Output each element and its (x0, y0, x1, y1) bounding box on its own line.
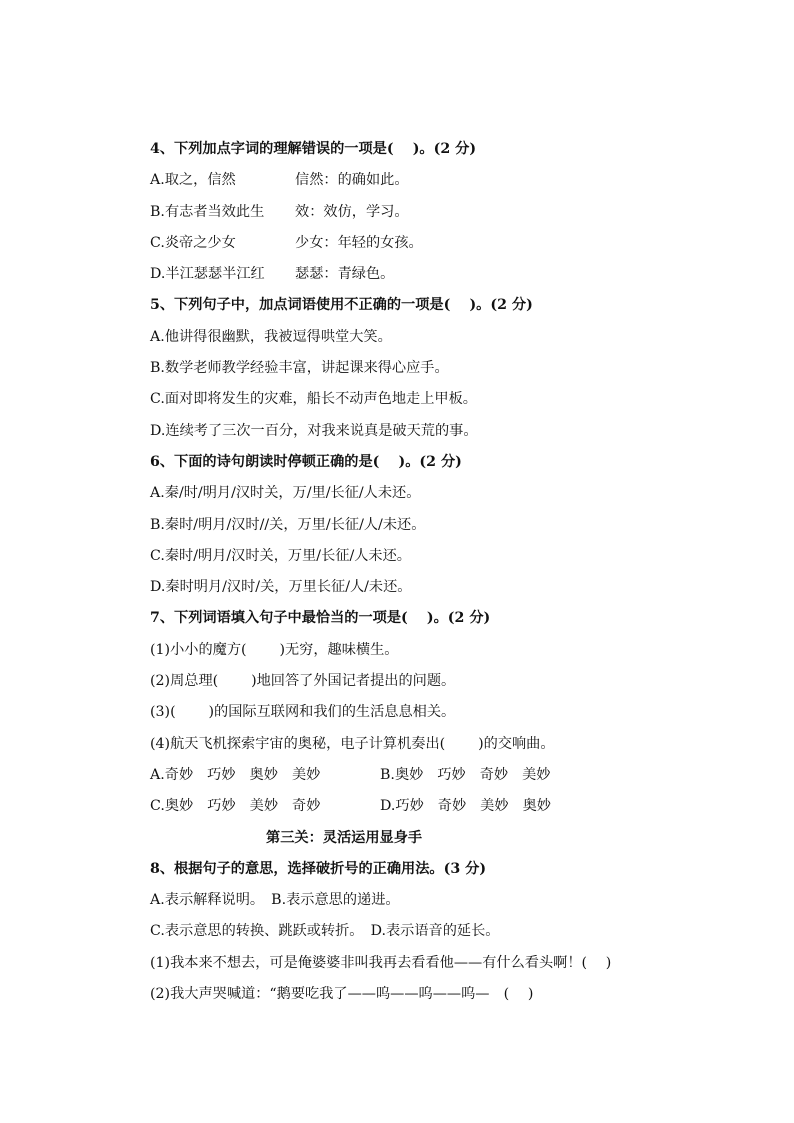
choice-word: 美妙 (480, 798, 509, 815)
choice-label: A. (150, 766, 165, 783)
choice-word: 美妙 (522, 766, 551, 783)
choice-word: 美妙 (249, 798, 279, 815)
option-meaning: 瑟瑟：青绿色。 (295, 266, 395, 283)
exam-page (150, 134, 730, 1010)
question-8-options-ab: A.表示解释说明。 B.表示意思的递进。 (150, 892, 400, 909)
question-5-title: 5、下列句子中，加点词语使用不正确的一项是( )。(2 分) (150, 297, 533, 314)
question-7-sentence-2: (2)周总理( )地回答了外国记者提出的问题。 (150, 673, 456, 690)
option-meaning: 效：效仿，学习。 (295, 203, 409, 220)
choice-word: 巧妙 (395, 798, 424, 815)
choice-word: 巧妙 (207, 766, 236, 783)
option-meaning: 信然：的确如此。 (295, 172, 409, 189)
question-5-option-d: D.连续考了三次一百分，对我来说真是破天荒的事。 (150, 422, 478, 439)
choice-word: 奇妙 (479, 766, 509, 783)
option-phrase: 取之，信然 (164, 172, 236, 189)
choice-word: 奥妙 (249, 766, 278, 783)
question-7-choice-b (380, 760, 610, 791)
choice-word: 巧妙 (437, 766, 466, 783)
choice-word: 巧妙 (207, 798, 236, 815)
question-5-option-b: B.数学老师教学经验丰富，讲起课来得心应手。 (150, 360, 449, 377)
option-label: A. (150, 172, 165, 189)
question-7-sentence-3: (3)( )的国际互联网和我们的生活息息相关。 (150, 704, 456, 721)
question-7-choices-ab (150, 760, 730, 791)
question-6-option-b: B.秦时/明月/汉时//关，万里/长征/人/未还。 (150, 516, 426, 533)
question-8-options-cd: C.表示意思的转换、跳跃或转折。 D.表示语音的延长。 (150, 923, 500, 940)
question-5-option-a: A.他讲得很幽默，我被逗得哄堂大笑。 (150, 328, 392, 345)
choice-word: 奇妙 (437, 798, 467, 815)
question-6-option-a: A.秦/时/明月/汉时关，万/里/长征/人未还。 (150, 485, 421, 502)
question-8-sentence-1: (1)我本来不想去，可是俺婆婆非叫我再去看看他——有什么看头啊！( ) (150, 954, 612, 971)
question-7-choice-a (150, 760, 380, 791)
question-6-title: 6、下面的诗句朗读时停顿正确的是( )。(2 分) (150, 453, 462, 470)
question-6-option-d: D.秦时明月/汉时/关，万里长征/人/未还。 (150, 579, 412, 596)
question-7-sentence-1: (1)小小的魔方( )无穷，趣味横生。 (150, 641, 399, 658)
option-label: B. (150, 203, 165, 220)
option-phrase: 炎帝之少女 (164, 234, 236, 251)
question-4-title: 4、下列加点字词的理解错误的一项是( )。(2 分) (150, 141, 477, 157)
option-label: C. (150, 234, 165, 251)
choice-word: 奥妙 (394, 766, 424, 783)
question-7-sentence-4: (4)航天飞机探索宇宙的奥秘，电子计算机奏出( )的交响曲。 (150, 735, 555, 752)
option-meaning: 少女：年轻的女孩。 (295, 234, 423, 251)
question-7-choices-cd (150, 791, 730, 822)
question-8-title: 8、根据句子的意思，选择破折号的正确用法。(3 分) (150, 860, 487, 877)
choice-label: D. (380, 798, 396, 815)
question-4-option-a (150, 165, 730, 196)
choice-word: 奇妙 (164, 766, 194, 783)
option-phrase: 有志者当效此生 (164, 203, 265, 220)
question-4-option-d (150, 259, 730, 290)
question-7-title: 7、下列词语填入句子中最恰当的一项是( )。(2 分) (150, 610, 491, 627)
question-6-option-c: C.秦时/明月/汉时关，万里/长征/人未还。 (150, 547, 411, 564)
question-7-choice-d (380, 791, 610, 822)
option-phrase: 半江瑟瑟半江红 (165, 266, 265, 283)
question-8-sentence-2: (2)我大声哭喊道：“鹅要吃我了——呜——呜——呜— ( ) (150, 986, 534, 1003)
question-4-option-b (150, 197, 730, 228)
choice-label: C. (150, 798, 165, 815)
choice-word: 奇妙 (292, 798, 321, 815)
question-5-option-c: C.面对即将发生的灾难，船长不动声色地走上甲板。 (150, 391, 477, 408)
choice-label: B. (380, 766, 395, 783)
option-label: D. (150, 266, 166, 283)
section-3-title: 第三关：灵活运用显身手 (266, 829, 423, 846)
question-7-choice-c (150, 791, 380, 822)
choice-word: 美妙 (291, 766, 321, 783)
choice-word: 奥妙 (164, 798, 194, 815)
choice-word: 奥妙 (522, 798, 551, 815)
question-4-option-c (150, 228, 730, 259)
